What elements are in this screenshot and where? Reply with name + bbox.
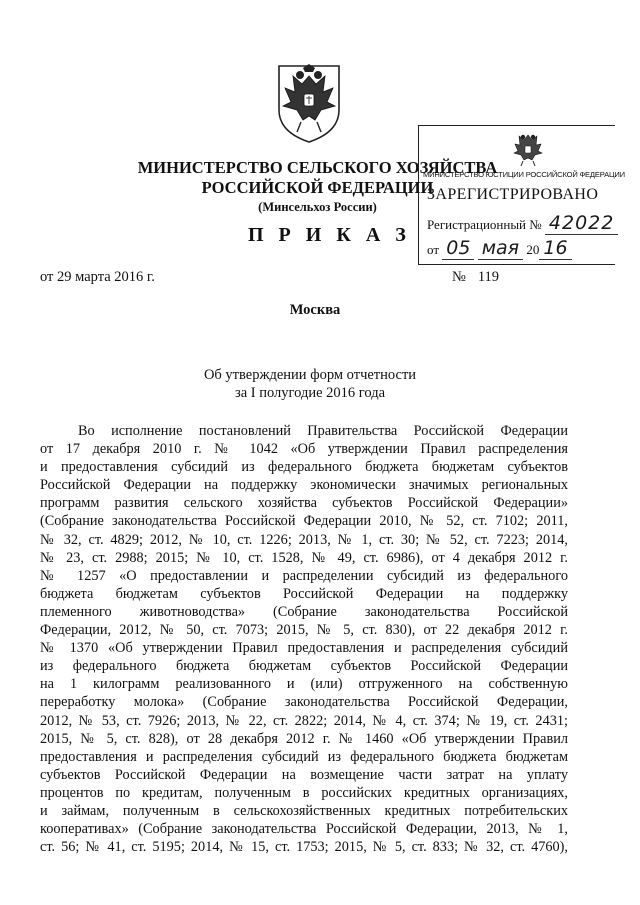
order-body	[40, 422, 568, 856]
body-line: на 1 килограмм реализованного и (или) отгруженного на собственную	[40, 676, 568, 693]
ministry-name-line1: МИНИСТЕРСТВО СЕЛЬСКОГО ХОЗЯЙСТВА	[137, 158, 498, 177]
body-line: предоставления и распределения субсидий из федерального бюджета бюджетам	[40, 748, 568, 765]
body-line: племенного животноводства» (Собрание законодательства Российской	[40, 603, 568, 620]
stamp-status: ЗАРЕГИСТРИРОВАНО	[427, 186, 599, 203]
ministry-name-line2: РОССИЙСКОЙ ФЕДЕРАЦИИ	[201, 178, 434, 197]
body-line: Российской Федерации на поддержку экономически значимых региональных	[40, 477, 568, 494]
stamp-date-year-prefix: 20	[526, 242, 540, 257]
document-type-title: П Р И К А З	[248, 224, 411, 246]
ministry-short-name: (Минсельхоз России)	[258, 200, 377, 214]
body-line: ст. 56; № 41, ст. 5195; 2014, № 15, ст. 1753; 2015, № 5, ст. 833; № 32, ст. 4760),	[40, 839, 568, 856]
body-line: № 1257 «О предоставлении и распределении субсидий из федерального	[40, 567, 568, 584]
stamp-organization: МИНИСТЕРСТВО ЮСТИЦИИ РОССИЙСКОЙ ФЕДЕРАЦИИ	[423, 170, 625, 179]
stamp-reg-number-handwritten: 42022	[545, 212, 618, 235]
body-line: программ развития сельского хозяйства субъектов Российской Федерации»	[40, 495, 568, 512]
body-line: Во исполнение постановлений Правительства Российской Федерации	[78, 423, 568, 439]
stamp-reg-label: Регистрационный №	[427, 217, 542, 232]
coat-of-arms-icon	[273, 62, 345, 146]
order-subject-line2: за I полугодие 2016 года	[234, 385, 386, 401]
body-line: № 1370 «Об утверждении Правил предоставления и распределения субсидий	[40, 640, 568, 657]
order-city: Москва	[289, 302, 341, 318]
body-line: процентов по кредитам, полученным в российских кредитных организациях,	[40, 784, 568, 801]
order-subject	[0, 366, 620, 402]
stamp-date-day: 05	[442, 237, 474, 260]
body-line: (Собрание законодательства Российской Федерации 2010, № 52, ст. 7102; 2011,	[40, 513, 568, 530]
stamp-date-prefix: от	[427, 242, 440, 257]
body-line: из федерального бюджета бюджетам субъектов Российской Федерации	[40, 658, 568, 675]
body-line: Федерации, 2012, № 50, ст. 7073; 2015, № 5, ст. 830), от 22 декабря 2012 г.	[40, 622, 568, 639]
stamp-registration-number	[427, 212, 618, 234]
body-line: кооперативах» (Собрание законодательства Российской Федерации, 2013, № 1,	[40, 821, 568, 838]
stamp-registration-date	[427, 237, 572, 259]
registration-stamp	[418, 125, 625, 265]
body-line: 2012, № 53, ст. 7926; 2013, № 22, ст. 2822; 2014, № 4, ст. 374; № 19, ст. 2431;	[40, 712, 568, 729]
order-number-value: 119	[477, 269, 500, 285]
order-subject-line1: Об утверждении форм отчетности	[203, 367, 417, 383]
stamp-emblem-icon	[511, 132, 545, 168]
order-date: от 29 марта 2016 г.	[40, 269, 155, 285]
stamp-date-month: мая	[478, 237, 523, 260]
order-number-label: №	[452, 269, 466, 285]
body-line: № 32, ст. 4829; 2012, № 10, ст. 1226; 2013, № 1, ст. 30; № 52, ст. 7223; 2014,	[40, 531, 568, 548]
body-line: субъектов Российской Федерации на возмещение части затрат на уплату	[40, 766, 568, 783]
body-line: и предоставления субсидий из федерального бюджета бюджетам субъектов	[40, 459, 568, 476]
body-line: 2015, № 5, ст. 828), от 28 декабря 2012 г. № 1460 «Об утверждении Правил	[40, 730, 568, 747]
body-line: бюджета бюджетам субъектов Российской Федерации на поддержку	[40, 585, 568, 602]
body-line: от 17 декабря 2010 г. № 1042 «Об утверждении Правил распределения	[40, 441, 568, 458]
stamp-date-year-suffix: 16	[539, 237, 571, 260]
body-line: № 23, ст. 2988; 2015; № 10, ст. 1528, № 49, ст. 6986), от 4 декабря 2012 г.	[40, 549, 568, 566]
order-number	[452, 269, 499, 286]
body-line: переработку молока» (Собрание законодательства Российской Федерации,	[40, 694, 568, 711]
body-line: и займам, полученным в сельскохозяйственных кредитных потребительских	[40, 802, 568, 819]
